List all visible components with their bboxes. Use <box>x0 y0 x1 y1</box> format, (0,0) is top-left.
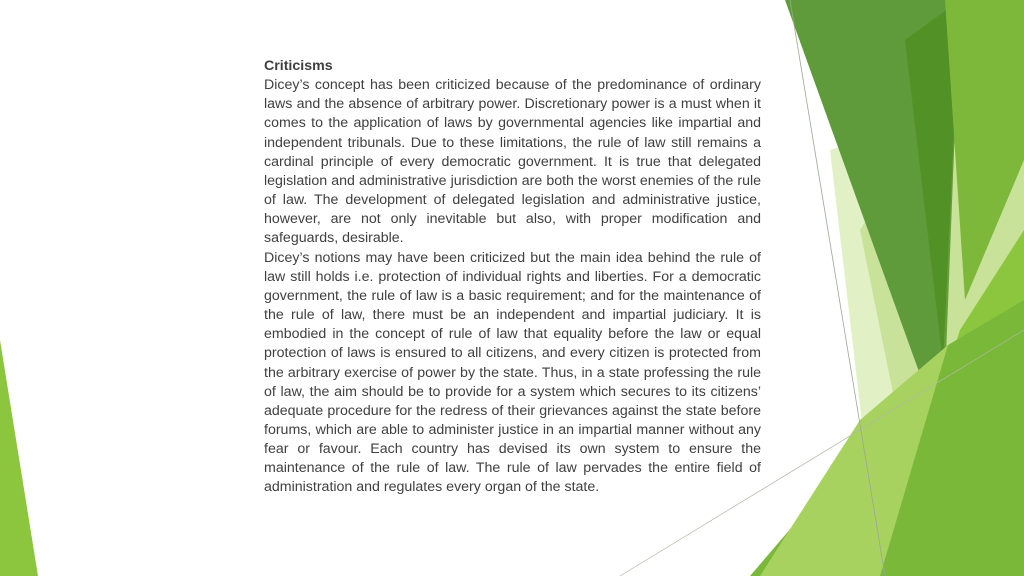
paragraph-2: Dicey’s notions may have been criticized but the main idea behind the rule of law still holds i.e. protection of individual rights and liberties. For a democratic government, the rule of law is a basic requirement; and for the maintenance of the rule of law, there must be an independent and impartial judiciary. It is embodied in the concept of rule of law that equality before the law or equal protection of laws is ensured to all citizens, and every citizen is protected from the arbitrary exercise of power by the state. Thus, in a state professing the rule of law, the aim should be to provide for a system which secures to its citizens’ adequate procedure for the redress of their grievances against the state before forums, which are able to administer justice in an impartial manner without any fear or favour. Each country has devised its own system to ensure the maintenance of the rule of law. The rule of law pervades the entire field of administration and regulates every organ of the state. <box>264 249 761 496</box>
slide-body <box>264 57 761 498</box>
left-green-sliver <box>0 340 38 576</box>
slide-heading: Criticisms <box>264 58 333 74</box>
paragraph-1: Dicey’s concept has been criticized because of the predominance of ordinary laws and the absence of arbitrary power. Discretionary power is a must when it comes to the application of laws by governmental agencies like impartial and independent tribunals. Due to these limitations, the rule of law still remains a cardinal principle of every democratic government. It is true that delegated legislation and administrative jurisdiction are both the worst enemies of the rule of law. The development of delegated legislation and administrative justice, however, are not only inevitable but also, with proper modification and safeguards, desirable. <box>264 77 761 247</box>
